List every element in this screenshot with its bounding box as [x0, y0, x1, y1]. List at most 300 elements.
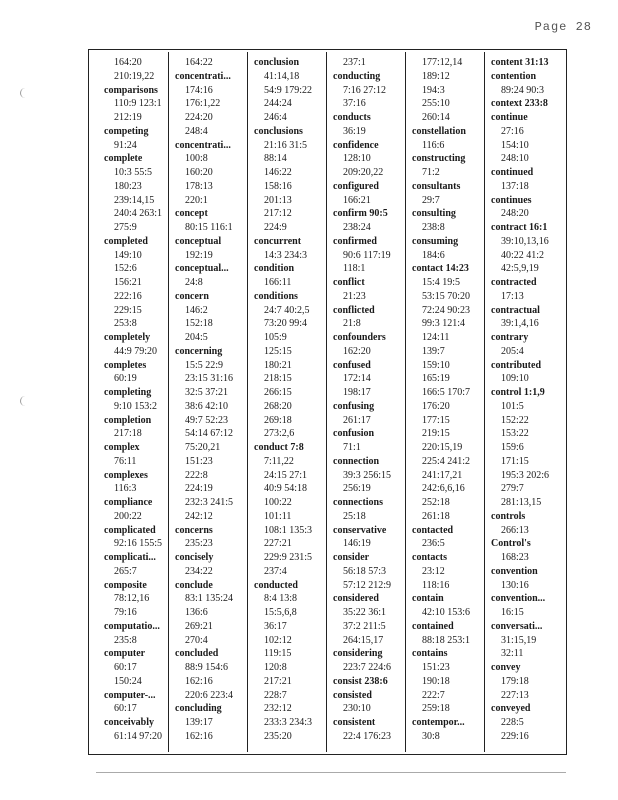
- index-headword: conclude: [175, 579, 213, 591]
- index-headword: concluding: [175, 703, 222, 715]
- index-reference: 195:3 202:6: [501, 469, 550, 481]
- index-reference: 152:6: [114, 263, 137, 275]
- index-reference: 264:15,17: [343, 634, 384, 646]
- index-reference: 223:7 224:6: [343, 662, 392, 673]
- index-headword: contacted: [412, 524, 454, 536]
- index-reference: 281:13,15: [501, 497, 542, 508]
- index-reference: 252:18: [422, 497, 450, 508]
- index-headword: conversati...: [491, 620, 543, 632]
- index-reference: 21:23: [343, 290, 366, 302]
- index-headword: considering: [333, 648, 383, 660]
- index-reference: 220:6 223:4: [185, 689, 234, 701]
- index-reference: 90:6 117:19: [343, 249, 391, 261]
- index-reference: 229:9 231:5: [264, 552, 313, 563]
- index-reference: 269:21: [185, 620, 213, 632]
- index-reference: 53:15 70:20: [422, 290, 471, 302]
- index-headword: concisely: [175, 552, 214, 563]
- page-number: Page 28: [534, 20, 592, 34]
- index-reference: 10:3 55:5: [114, 167, 153, 178]
- index-reference: 102:12: [264, 634, 292, 646]
- index-column-5: [409, 56, 487, 744]
- index-reference: 37:2 211:5: [343, 620, 386, 632]
- index-headword: concentrati...: [175, 139, 231, 151]
- index-headword: contacts: [412, 552, 447, 563]
- index-reference: 54:9 179:22: [264, 84, 313, 96]
- index-reference: 160:20: [185, 167, 213, 178]
- column-divider: [484, 52, 485, 752]
- index-reference: 79:16: [114, 607, 137, 618]
- index-reference: 230:10: [343, 703, 371, 715]
- index-reference: 36:17: [264, 620, 287, 632]
- index-headword: complex: [104, 442, 140, 453]
- index-headword: context 233:8: [491, 98, 548, 110]
- index-reference: 198:17: [343, 387, 371, 398]
- index-reference: 242:6,6,16: [422, 483, 465, 495]
- index-headword: composite: [104, 579, 147, 591]
- index-reference: 71:1: [343, 442, 361, 453]
- index-reference: 23:12: [422, 565, 445, 577]
- index-reference: 260:14: [422, 112, 450, 123]
- index-reference: 105:9: [264, 332, 287, 343]
- index-reference: 222:16: [114, 290, 142, 302]
- index-headword: concern: [175, 290, 209, 302]
- index-reference: 172:14: [343, 373, 371, 385]
- index-reference: 49:7 52:23: [185, 414, 229, 426]
- index-reference: 110:9 123:1: [114, 98, 162, 110]
- index-headword: completing: [104, 387, 152, 398]
- index-reference: 180:23: [114, 180, 142, 192]
- index-reference: 162:20: [343, 345, 371, 357]
- index-reference: 266:15: [264, 387, 292, 398]
- index-reference: 229:16: [501, 730, 529, 742]
- index-reference: 248:4: [185, 125, 208, 137]
- index-reference: 91:24: [114, 139, 137, 151]
- index-reference: 35:22 36:1: [343, 607, 387, 618]
- index-headword: confounders: [333, 332, 386, 343]
- index-headword: concerning: [175, 345, 223, 357]
- index-reference: 15:4 19:5: [422, 277, 461, 288]
- index-reference: 253:8: [114, 318, 137, 330]
- index-headword: convention: [491, 565, 538, 577]
- index-reference: 39:10,13,16: [501, 235, 549, 247]
- index-reference: 27:16: [501, 125, 524, 137]
- index-headword: competing: [104, 125, 149, 137]
- index-reference: 178:13: [185, 180, 213, 192]
- index-reference: 171:15: [501, 455, 529, 467]
- index-reference: 248:20: [501, 208, 529, 220]
- index-reference: 164:22: [185, 57, 213, 68]
- index-reference: 259:18: [422, 703, 450, 715]
- index-headword: completed: [104, 235, 148, 247]
- index-reference: 60:17: [114, 662, 137, 673]
- index-headword: conducts: [333, 112, 371, 123]
- index-reference: 37:16: [343, 98, 366, 110]
- index-reference: 239:14,15: [114, 194, 155, 206]
- index-headword: constellation: [412, 125, 466, 137]
- index-reference: 125:15: [264, 345, 292, 357]
- index-reference: 32:5 37:21: [185, 387, 229, 398]
- index-reference: 149:10: [114, 249, 142, 261]
- index-reference: 118:16: [422, 579, 450, 591]
- index-headword: conflicted: [333, 304, 375, 316]
- index-reference: 7:11,22: [264, 455, 294, 467]
- index-headword: contain: [412, 593, 444, 605]
- index-headword: contracted: [491, 277, 537, 288]
- index-reference: 168:23: [501, 552, 529, 563]
- index-reference: 119:15: [264, 648, 292, 660]
- index-headword: contention: [491, 70, 536, 82]
- index-headword: confirmed: [333, 235, 377, 247]
- index-reference: 162:16: [185, 730, 213, 742]
- index-reference: 261:18: [422, 510, 450, 522]
- index-reference: 60:17: [114, 703, 137, 715]
- index-reference: 15:5,6,8: [264, 607, 297, 618]
- index-reference: 248:10: [501, 153, 529, 165]
- index-headword: conditions: [254, 290, 298, 302]
- index-reference: 220:1: [185, 194, 208, 206]
- index-headword: completely: [104, 332, 151, 343]
- index-reference: 238:24: [343, 222, 371, 233]
- index-headword: contributed: [491, 359, 541, 371]
- index-headword: content 31:13: [491, 57, 549, 68]
- index-reference: 235:20: [264, 730, 292, 742]
- index-reference: 200:22: [114, 510, 142, 522]
- index-headword: consist 238:6: [333, 675, 388, 687]
- index-reference: 235:23: [185, 538, 213, 550]
- index-reference: 21:8: [343, 318, 361, 330]
- index-reference: 228:5: [501, 717, 524, 728]
- index-reference: 99:3 121:4: [422, 318, 466, 330]
- index-reference: 180:21: [264, 359, 292, 371]
- index-reference: 128:10: [343, 153, 371, 165]
- index-reference: 150:24: [114, 675, 142, 687]
- index-reference: 177:12,14: [422, 57, 463, 68]
- index-reference: 236:5: [422, 538, 445, 550]
- index-reference: 100:8: [185, 153, 208, 165]
- index-reference: 255:10: [422, 98, 450, 110]
- index-reference: 54:14 67:12: [185, 428, 234, 440]
- index-reference: 201:13: [264, 194, 292, 206]
- index-reference: 270:4: [185, 634, 208, 646]
- index-reference: 176:1,22: [185, 98, 221, 110]
- index-headword: comparisons: [104, 84, 158, 96]
- index-reference: 218:15: [264, 373, 292, 385]
- index-reference: 124:11: [422, 332, 450, 343]
- index-reference: 158:16: [264, 180, 292, 192]
- index-reference: 242:12: [185, 510, 213, 522]
- index-reference: 7:16 27:12: [343, 84, 387, 96]
- index-reference: 266:13: [501, 524, 529, 536]
- index-reference: 269:18: [264, 414, 292, 426]
- index-reference: 42:5,9,19: [501, 263, 539, 275]
- index-reference: 61:14 97:20: [114, 730, 163, 742]
- index-reference: 205:4: [501, 345, 524, 357]
- index-reference: 30:8: [422, 730, 440, 742]
- index-reference: 89:24 90:3: [501, 84, 545, 96]
- index-column-4: [330, 56, 408, 744]
- index-headword: continues: [491, 194, 532, 206]
- index-headword: completion: [104, 414, 152, 426]
- index-reference: 60:19: [114, 373, 137, 385]
- index-reference: 189:12: [422, 70, 450, 82]
- index-headword: conducting: [333, 70, 381, 82]
- index-headword: conveyed: [491, 703, 531, 715]
- index-headword: consider: [333, 552, 370, 563]
- index-headword: consuming: [412, 235, 459, 247]
- index-headword: concept: [175, 208, 208, 220]
- index-headword: computatio...: [104, 620, 160, 632]
- index-reference: 80:15 116:1: [185, 222, 233, 233]
- index-reference: 176:20: [422, 400, 450, 412]
- index-reference: 244:24: [264, 98, 292, 110]
- index-reference: 268:20: [264, 400, 292, 412]
- index-headword: constructing: [412, 153, 466, 165]
- index-reference: 136:6: [185, 607, 208, 618]
- index-headword: concurrent: [254, 235, 302, 247]
- index-reference: 235:8: [114, 634, 137, 646]
- index-reference: 130:16: [501, 579, 529, 591]
- index-reference: 217:12: [264, 208, 292, 220]
- index-reference: 118:1: [343, 263, 366, 275]
- index-headword: confusing: [333, 400, 375, 412]
- index-reference: 22:4 176:23: [343, 730, 392, 742]
- index-reference: 14:3 234:3: [264, 249, 308, 261]
- index-reference: 159:6: [501, 442, 524, 453]
- index-reference: 222:8: [185, 469, 208, 481]
- index-headword: consistent: [333, 717, 376, 728]
- index-reference: 166:5 170:7: [422, 387, 471, 398]
- index-reference: 44:9 79:20: [114, 345, 158, 357]
- index-reference: 273:2,6: [264, 428, 295, 440]
- index-reference: 261:17: [343, 414, 371, 426]
- index-reference: 246:4: [264, 112, 287, 123]
- index-reference: 232:3 241:5: [185, 497, 234, 508]
- index-headword: confusion: [333, 428, 375, 440]
- index-reference: 101:11: [264, 510, 292, 522]
- index-reference: 224:19: [185, 483, 213, 495]
- index-column-3: [251, 56, 329, 744]
- index-reference: 108:1 135:3: [264, 524, 313, 536]
- index-reference: 225:4 241:2: [422, 455, 471, 467]
- index-headword: conceptual: [175, 235, 222, 247]
- index-reference: 42:10 153:6: [422, 607, 471, 618]
- index-reference: 204:5: [185, 332, 208, 343]
- index-reference: 73:20 99:4: [264, 318, 308, 330]
- index-reference: 154:10: [501, 139, 529, 151]
- column-divider: [247, 52, 248, 752]
- index-reference: 137:18: [501, 180, 529, 192]
- index-reference: 194:3: [422, 84, 445, 96]
- index-reference: 40:22 41:2: [501, 249, 545, 261]
- index-reference: 15:5 22:9: [185, 359, 224, 371]
- punch-hole-mark: [20, 396, 27, 406]
- index-reference: 92:16 155:5: [114, 538, 163, 550]
- column-divider: [405, 52, 406, 752]
- index-headword: computer: [104, 648, 146, 660]
- index-reference: 32:11: [501, 648, 524, 660]
- index-reference: 146:2: [185, 304, 208, 316]
- index-reference: 57:12 212:9: [343, 579, 392, 591]
- index-reference: 83:1 135:24: [185, 593, 234, 605]
- index-reference: 100:22: [264, 497, 292, 508]
- index-headword: complicati...: [104, 552, 156, 563]
- index-reference: 165:19: [422, 373, 450, 385]
- index-reference: 240:4 263:1: [114, 208, 163, 220]
- index-reference: 233:3 234:3: [264, 717, 313, 728]
- index-reference: 238:8: [422, 222, 445, 233]
- index-headword: confused: [333, 359, 371, 371]
- index-reference: 162:16: [185, 675, 213, 687]
- index-headword: convey: [491, 662, 521, 673]
- index-reference: 184:6: [422, 249, 445, 261]
- index-headword: conclusion: [254, 57, 300, 68]
- index-reference: 151:23: [422, 662, 450, 673]
- index-reference: 72:24 90:23: [422, 304, 471, 316]
- index-headword: completes: [104, 359, 147, 371]
- index-headword: contract 16:1: [491, 222, 548, 233]
- index-reference: 265:7: [114, 565, 137, 577]
- column-divider: [168, 52, 169, 752]
- index-reference: 237:1: [343, 57, 366, 68]
- index-reference: 234:22: [185, 565, 213, 577]
- index-reference: 16:15: [501, 607, 524, 618]
- index-reference: 217:18: [114, 428, 142, 440]
- index-reference: 192:19: [185, 249, 213, 261]
- index-headword: concluded: [175, 648, 219, 660]
- index-headword: conducted: [254, 579, 298, 591]
- punch-hole-mark: [20, 88, 27, 98]
- index-reference: 237:4: [264, 565, 287, 577]
- index-reference: 227:13: [501, 689, 529, 701]
- index-reference: 21:16 31:5: [264, 139, 308, 151]
- index-headword: consultants: [412, 180, 461, 192]
- index-reference: 212:19: [114, 112, 142, 123]
- index-reference: 152:18: [185, 318, 213, 330]
- index-headword: contained: [412, 620, 454, 632]
- index-headword: conclusions: [254, 125, 303, 137]
- index-headword: Control's: [491, 538, 531, 550]
- index-headword: complete: [104, 153, 143, 165]
- index-reference: 146:22: [264, 167, 292, 178]
- index-reference: 38:6 42:10: [185, 400, 229, 412]
- index-reference: 88:14: [264, 153, 287, 165]
- index-headword: control 1:1,9: [491, 387, 545, 398]
- index-reference: 71:2: [422, 167, 440, 178]
- index-headword: contractual: [491, 304, 540, 316]
- index-reference: 9:10 153:2: [114, 400, 158, 412]
- index-reference: 139:7: [422, 345, 445, 357]
- index-reference: 153:22: [501, 428, 529, 440]
- index-reference: 256:19: [343, 483, 371, 495]
- index-headword: consisted: [333, 689, 372, 701]
- index-reference: 224:20: [185, 112, 213, 123]
- index-reference: 31:15,19: [501, 634, 537, 646]
- index-headword: conceptual...: [175, 263, 229, 275]
- index-reference: 36:19: [343, 125, 366, 137]
- index-reference: 75:20,21: [185, 442, 221, 453]
- index-reference: 151:23: [185, 455, 213, 467]
- index-headword: conduct 7:8: [254, 442, 304, 453]
- index-reference: 24:15 27:1: [264, 469, 308, 481]
- index-reference: 23:15 31:16: [185, 373, 234, 385]
- index-reference: 275:9: [114, 222, 137, 233]
- index-headword: complicated: [104, 524, 156, 536]
- index-reference: 116:3: [114, 483, 137, 495]
- index-reference: 40:9 54:18: [264, 483, 308, 495]
- index-headword: contrary: [491, 332, 529, 343]
- index-reference: 166:11: [264, 277, 292, 288]
- index-reference: 217:21: [264, 675, 292, 687]
- index-reference: 78:12,16: [114, 593, 150, 605]
- index-reference: 25:18: [343, 510, 366, 522]
- index-reference: 39:1,4,16: [501, 318, 539, 330]
- index-reference: 101:5: [501, 400, 524, 412]
- index-reference: 228:7: [264, 689, 287, 701]
- index-reference: 88:9 154:6: [185, 662, 229, 673]
- footer-rule: [96, 772, 566, 773]
- index-headword: considered: [333, 593, 379, 605]
- index-headword: connections: [333, 497, 383, 508]
- index-headword: connection: [333, 455, 380, 467]
- index-headword: conflict: [333, 277, 365, 288]
- index-reference: 146:19: [343, 538, 371, 550]
- index-reference: 39:3 256:15: [343, 469, 392, 481]
- index-reference: 166:21: [343, 194, 371, 206]
- index-reference: 177:15: [422, 414, 450, 426]
- index-reference: 159:10: [422, 359, 450, 371]
- index-reference: 224:9: [264, 222, 287, 233]
- index-reference: 76:11: [114, 455, 137, 467]
- index-reference: 24:8: [185, 277, 203, 288]
- index-reference: 24:7 40:2,5: [264, 304, 310, 316]
- index-reference: 56:18 57:3: [343, 565, 387, 577]
- index-reference: 88:18 253:1: [422, 634, 471, 646]
- index-reference: 139:17: [185, 717, 213, 728]
- index-headword: conceivably: [104, 717, 154, 728]
- index-reference: 279:7: [501, 483, 524, 495]
- index-reference: 219:15: [422, 428, 450, 440]
- index-headword: conservative: [333, 524, 387, 536]
- index-headword: contempor...: [412, 717, 465, 728]
- index-reference: 174:16: [185, 84, 213, 96]
- index-headword: complexes: [104, 469, 148, 481]
- index-reference: 116:6: [422, 139, 445, 151]
- index-headword: controls: [491, 510, 526, 522]
- index-reference: 152:22: [501, 414, 529, 426]
- index-reference: 210:19,22: [114, 70, 155, 82]
- index-reference: 41:14,18: [264, 70, 300, 82]
- index-reference: 17:13: [501, 290, 524, 302]
- index-reference: 232:12: [264, 703, 292, 715]
- index-headword: convention...: [491, 593, 546, 605]
- word-index-table: [88, 49, 567, 755]
- index-headword: consulting: [412, 208, 456, 220]
- index-reference: 227:21: [264, 538, 292, 550]
- index-headword: concentrati...: [175, 70, 231, 82]
- index-headword: confidence: [333, 139, 379, 151]
- column-divider: [326, 52, 327, 752]
- index-reference: 179:18: [501, 675, 529, 687]
- index-headword: condition: [254, 263, 295, 275]
- index-headword: confirm 90:5: [333, 208, 388, 220]
- index-column-6: [488, 56, 566, 744]
- index-reference: 156:21: [114, 277, 142, 288]
- index-headword: continue: [491, 112, 528, 123]
- index-reference: 109:10: [501, 373, 529, 385]
- index-headword: continued: [491, 167, 534, 178]
- index-reference: 220:15,19: [422, 442, 463, 453]
- index-reference: 229:15: [114, 304, 142, 316]
